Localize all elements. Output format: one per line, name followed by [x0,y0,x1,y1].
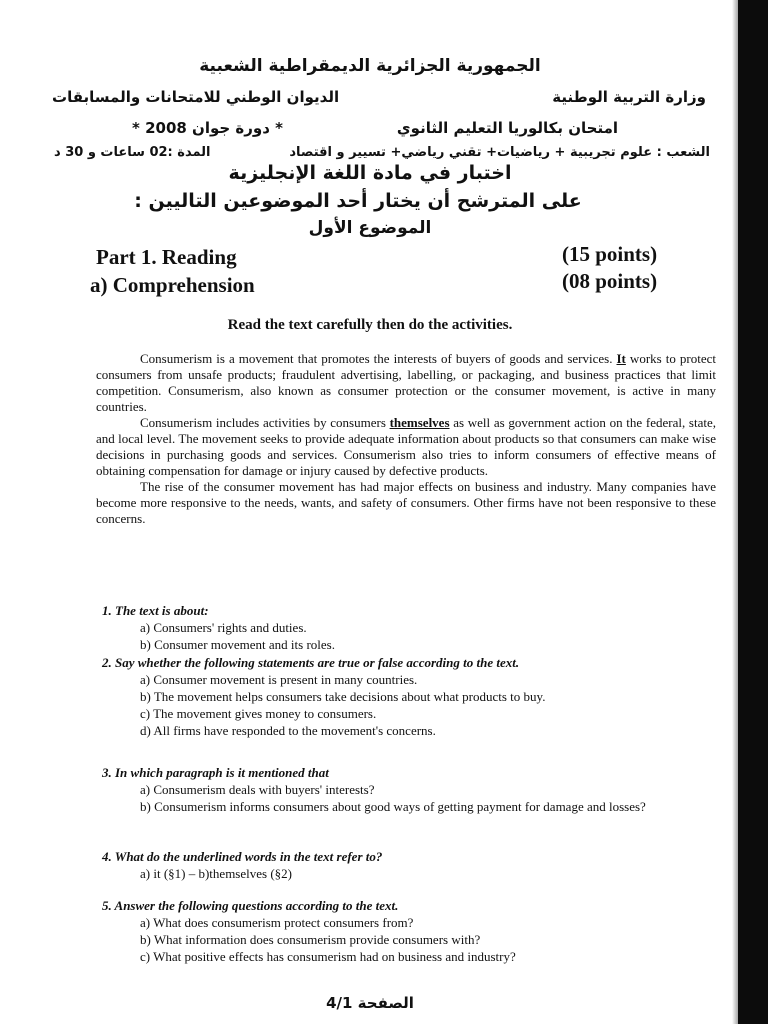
option: a) What does consumerism protect consumers from? [140,915,414,930]
session-label: * دورة جوان 2008 * [132,119,284,137]
topic-heading: الموضوع الأول [308,218,432,238]
option: b) What information does consumerism provide consumers with? [140,932,481,947]
option: b) Consumerism informs consumers about good ways of getting payment for damage and losses? [140,799,646,814]
paragraph-1: Consumerism is a movement that promotes the interests of buyers of goods and services. It works to protect consumers from unsafe products; fraudulent advertising, labelling, or packaging, and business practices that limit competition. Consumerism, also known as consumer protection or the consumer movement, is active in many countries. [96,351,717,414]
reading-instructions: Read the text carefully then do the activities. [227,317,513,333]
option: a) it (§1) – b)themselves (§2) [140,866,292,881]
exam-office-heading: الديوان الوطني للامتحانات والمسابقات [52,88,340,106]
option: c) The movement gives money to consumers. [140,706,377,721]
option: b) Consumer movement and its roles. [140,637,335,652]
streams-label: الشعب : علوم تجريبية + رياضيات+ تقني رياضي+ تسيير و اقتصاد [289,145,710,160]
section-title: a) Comprehension [90,273,255,297]
page-number: الصفحة 4/1 [326,994,414,1012]
option: d) All firms have responded to the movement's concerns. [140,723,436,738]
ministry-heading: وزارة التربية الوطنية [552,88,706,106]
paragraph-3: The rise of the consumer movement has had major effects on business and industry. Many companies have become more responsive to the needs, wants, and safety of consumers. Other firms have not been responsive to these concerns. [96,479,716,526]
option: a) Consumer movement is present in many countries. [140,672,418,687]
underlined-word-themselves: themselves [389,415,450,430]
paragraph-2: Consumerism includes activities by consumers themselves as well as government action on the federal, state, and local level. The movement seeks to provide adequate information about products so that consumers can make wise decisions in purchasing goods and services. Consumerism also tries to inform consumers of effective means of obtaining compensation for damage or injury caused by defective products. [96,415,716,478]
question-title: 1. The text is about: [102,603,209,618]
option: a) Consumers' rights and duties. [140,620,307,635]
part-title: Part 1. Reading [96,245,237,269]
option: c) What positive effects has consumerism had on business and industry? [140,949,516,964]
question-5 [102,897,722,965]
section-points: (08 points) [562,269,658,293]
part-points: (15 points) [562,242,658,266]
subject-heading: اختبار في مادة اللغة الإنجليزية [228,162,512,184]
republic-heading: الجمهورية الجزائرية الديمقراطية الشعبية [199,56,541,76]
question-title: 2. Say whether the following statements are true or false according to the text. [102,655,520,670]
question-1 [102,602,722,653]
question-4 [102,848,722,882]
choice-instruction: على المترشح أن يختار أحد الموضوعين التاليين : [134,190,582,212]
question-title: 4. What do the underlined words in the text refer to? [102,849,383,864]
exam-title: امتحان بكالوريا التعليم الثانوي [396,119,618,137]
option: a) Consumerism deals with buyers' interests? [140,782,375,797]
question-3 [102,764,722,815]
duration-label: المدة :02 ساعات و 30 د [54,145,211,160]
question-title: 3. In which paragraph is it mentioned that [102,765,329,780]
question-2 [102,654,722,739]
underlined-word-it: It [616,351,626,366]
option: b) The movement helps consumers take decisions about what products to buy. [140,689,546,704]
scan-edge-shadow [738,0,768,1024]
question-title: 5. Answer the following questions according to the text. [102,898,399,913]
reading-passage [96,351,716,527]
